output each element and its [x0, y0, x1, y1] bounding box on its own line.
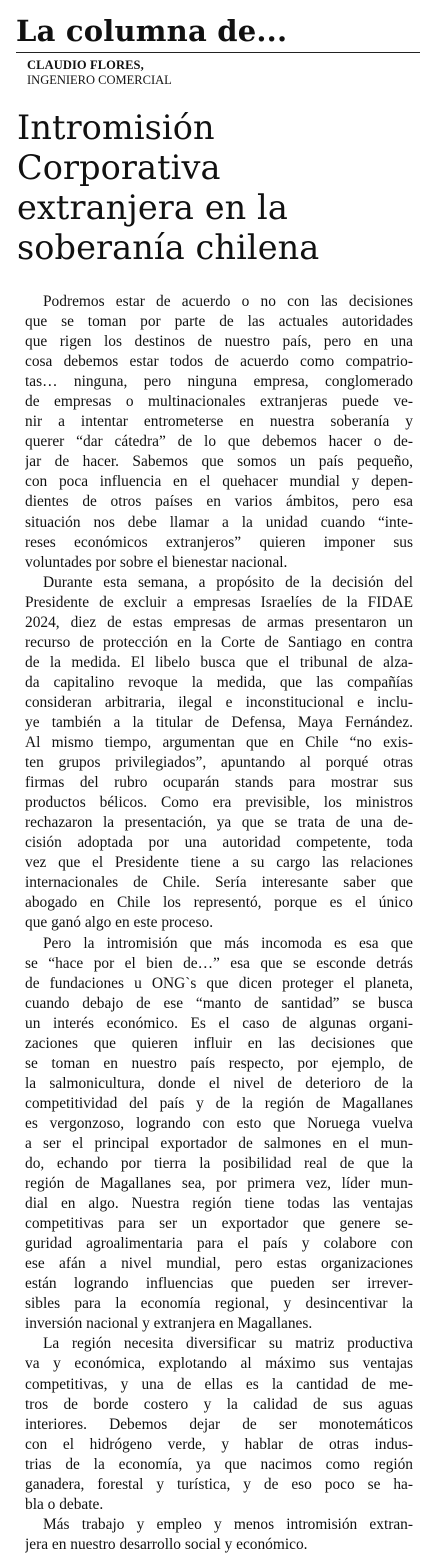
- paragraph-line: vez que el Presidente tiene a su cargo las relaciones: [25, 854, 413, 872]
- headline-line: Intromisión: [17, 108, 215, 147]
- paragraph-line: ye también a la titular de Defensa, Maya Fernández.: [25, 713, 413, 731]
- paragraph-line: abogado en Chile los representó, porque es el único: [25, 894, 413, 912]
- paragraph-line: bla o debate.: [25, 1495, 104, 1513]
- paragraph-line: 2024, diez de estas empresas de armas presentaron un: [25, 613, 413, 631]
- column-section-title: La columna de...: [16, 14, 288, 48]
- author-name: CLAUDIO FLORES,: [27, 58, 144, 72]
- paragraph-line: Al mismo tiempo, argumentan que en Chile “no exis-: [25, 734, 413, 752]
- paragraph-line: inversión nacional y extranjera en Magallanes.: [25, 1315, 313, 1333]
- article-headline: [17, 108, 417, 268]
- paragraph-line: firmas del rubro ocuparán stands para mostrar sus: [25, 774, 413, 792]
- paragraph-line: se toman en nuestro país respecto, por ejemplo, de: [25, 1054, 413, 1072]
- paragraph-line: jar de hacer. Sabemos que somos un país pequeño,: [25, 453, 413, 471]
- paragraph-line: competitividad del país y de la región de Magallanes: [25, 1094, 413, 1112]
- paragraph-line: competitivas para ser un exportador que genere se-: [25, 1215, 413, 1233]
- paragraph-line: zaciones que quieren influir en las decisiones que: [25, 1034, 413, 1052]
- paragraph-line: a ser el principal exportador de salmones en el mun-: [25, 1134, 413, 1152]
- paragraph-line: dial en algo. Nuestra región tiene todas las ventajas: [25, 1195, 413, 1213]
- paragraph-line: es vergonzoso, logrando con esto que Noruega vuelva: [25, 1114, 413, 1132]
- paragraph-line: voluntades por sobre el bienestar nacional.: [25, 553, 288, 571]
- paragraph-line: se “hace por el bien de…” esa que se esconde detrás: [25, 954, 413, 972]
- article-paragraph: [25, 1334, 413, 1514]
- paragraph-line: con el hidrógeno verde, y hablar de otras indus-: [25, 1435, 413, 1453]
- paragraph-line: recurso de protección en la Corte de Santiago en contra: [25, 633, 413, 651]
- article-paragraph: [25, 292, 413, 573]
- paragraph-line: Pero la intromisión que más incomoda es esa que: [43, 934, 413, 952]
- paragraph-line: productos bélicos. Como era previsible, los ministros: [25, 794, 413, 812]
- article-paragraph: [25, 1515, 413, 1555]
- paragraph-line: jera en nuestro desarrollo social y económico.: [25, 1535, 308, 1553]
- paragraph-line: consideran arbitraria, ilegal e inconstitucional e inclu-: [25, 693, 413, 711]
- author-byline: [27, 58, 172, 88]
- article-paragraph: [25, 934, 413, 1335]
- paragraph-line: cosa debemos estar todos de acuerdo como compatrio-: [25, 353, 413, 371]
- section-divider: [16, 52, 420, 53]
- paragraph-line: están logrando influencias que pueden ser irrever-: [25, 1275, 413, 1293]
- paragraph-line: da capitalino revoque la medida, que las compañías: [25, 673, 413, 691]
- paragraph-line: de empresas o multinacionales extranjeras puede ve-: [25, 393, 413, 411]
- paragraph-line: un interés económico. Es el caso de algunas organi-: [25, 1014, 413, 1032]
- paragraph-line: cisión adoptada por una autoridad competente, toda: [25, 834, 413, 852]
- paragraph-line: sibles para la economía regional, y desincentivar la: [25, 1295, 413, 1313]
- paragraph-line: que se toman por parte de las actuales autoridades: [25, 313, 413, 331]
- paragraph-line: con poca influencia en el quehacer mundial y depen-: [25, 473, 413, 491]
- paragraph-line: Presidente de excluir a empresas Israelíes de la FIDAE: [25, 593, 413, 611]
- paragraph-line: va y económica, explotando al máximo sus ventajas: [25, 1355, 413, 1373]
- paragraph-line: reses económicos extranjeros” quieren imponer sus: [25, 533, 413, 551]
- paragraph-line: de fundaciones u ONG`s que dicen proteger el planeta,: [25, 974, 413, 992]
- paragraph-line: trias de la economía, ya que nacimos como región: [25, 1455, 413, 1473]
- paragraph-line: Más trabajo y empleo y menos intromisión extran-: [43, 1515, 413, 1533]
- paragraph-line: que rigen los destinos de nuestro país, pero en una: [25, 333, 413, 351]
- paragraph-line: dientes de otros países en varios ámbitos, pero esa: [25, 493, 413, 511]
- paragraph-line: Podremos estar de acuerdo o no con las decisiones: [43, 293, 413, 310]
- headline-line: extranjera en la: [17, 188, 288, 227]
- paragraph-line: guridad agroalimentaria para el país y colabore con: [25, 1235, 413, 1253]
- paragraph-line: La región necesita diversificar su matriz productiva: [43, 1335, 413, 1353]
- paragraph-line: interiores. Debemos dejar de ser monotemáticos: [25, 1415, 413, 1433]
- paragraph-line: internacionales de Chile. Sería interesante saber que: [25, 874, 413, 892]
- paragraph-line: rechazaron la presentación, ya que se trata de una de-: [25, 814, 413, 832]
- paragraph-line: tros de borde costero y la calidad de sus aguas: [25, 1395, 413, 1413]
- headline-line: Corporativa: [17, 148, 221, 187]
- paragraph-line: región de Magallanes sea, por primera vez, líder mun-: [25, 1175, 413, 1193]
- paragraph-line: que ganó algo en este proceso.: [25, 914, 214, 932]
- paragraph-line: situación nos debe llamar a la unidad cuando “inte-: [25, 513, 413, 531]
- paragraph-line: cuando debajo de ese “manto de santidad” se busca: [25, 994, 413, 1012]
- paragraph-line: competitivas, y una de ellas es la cantidad de me-: [25, 1375, 413, 1393]
- paragraph-line: de la medida. El libelo busca que el tribunal de alza-: [25, 653, 413, 671]
- paragraph-line: Durante esta semana, a propósito de la decisión del: [43, 573, 413, 591]
- paragraph-line: do, echando por tierra la posibilidad real de que la: [25, 1155, 413, 1173]
- article-paragraph: [25, 573, 413, 934]
- paragraph-line: la salmonicultura, donde el nivel de deterioro de la: [25, 1074, 413, 1092]
- article-body: [25, 292, 413, 1555]
- paragraph-line: querer “dar cátedra” de lo que debemos hacer o de-: [25, 433, 413, 451]
- column-section-header: [16, 14, 420, 54]
- paragraph-line: tas… ninguna, pero ninguna empresa, conglomerado: [25, 373, 413, 391]
- paragraph-line: ten grupos privilegiados”, apuntando al porqué otras: [25, 754, 413, 772]
- paragraph-line: ese afán a nivel mundial, pero estas organizaciones: [25, 1255, 413, 1273]
- author-role: INGENIERO COMERCIAL: [27, 73, 172, 87]
- paragraph-line: ganadera, forestal y turística, y de eso poco se ha-: [25, 1475, 413, 1493]
- paragraph-line: nir a intentar entrometerse en nuestra soberanía y: [25, 413, 413, 431]
- headline-line: soberanía chilena: [17, 228, 320, 267]
